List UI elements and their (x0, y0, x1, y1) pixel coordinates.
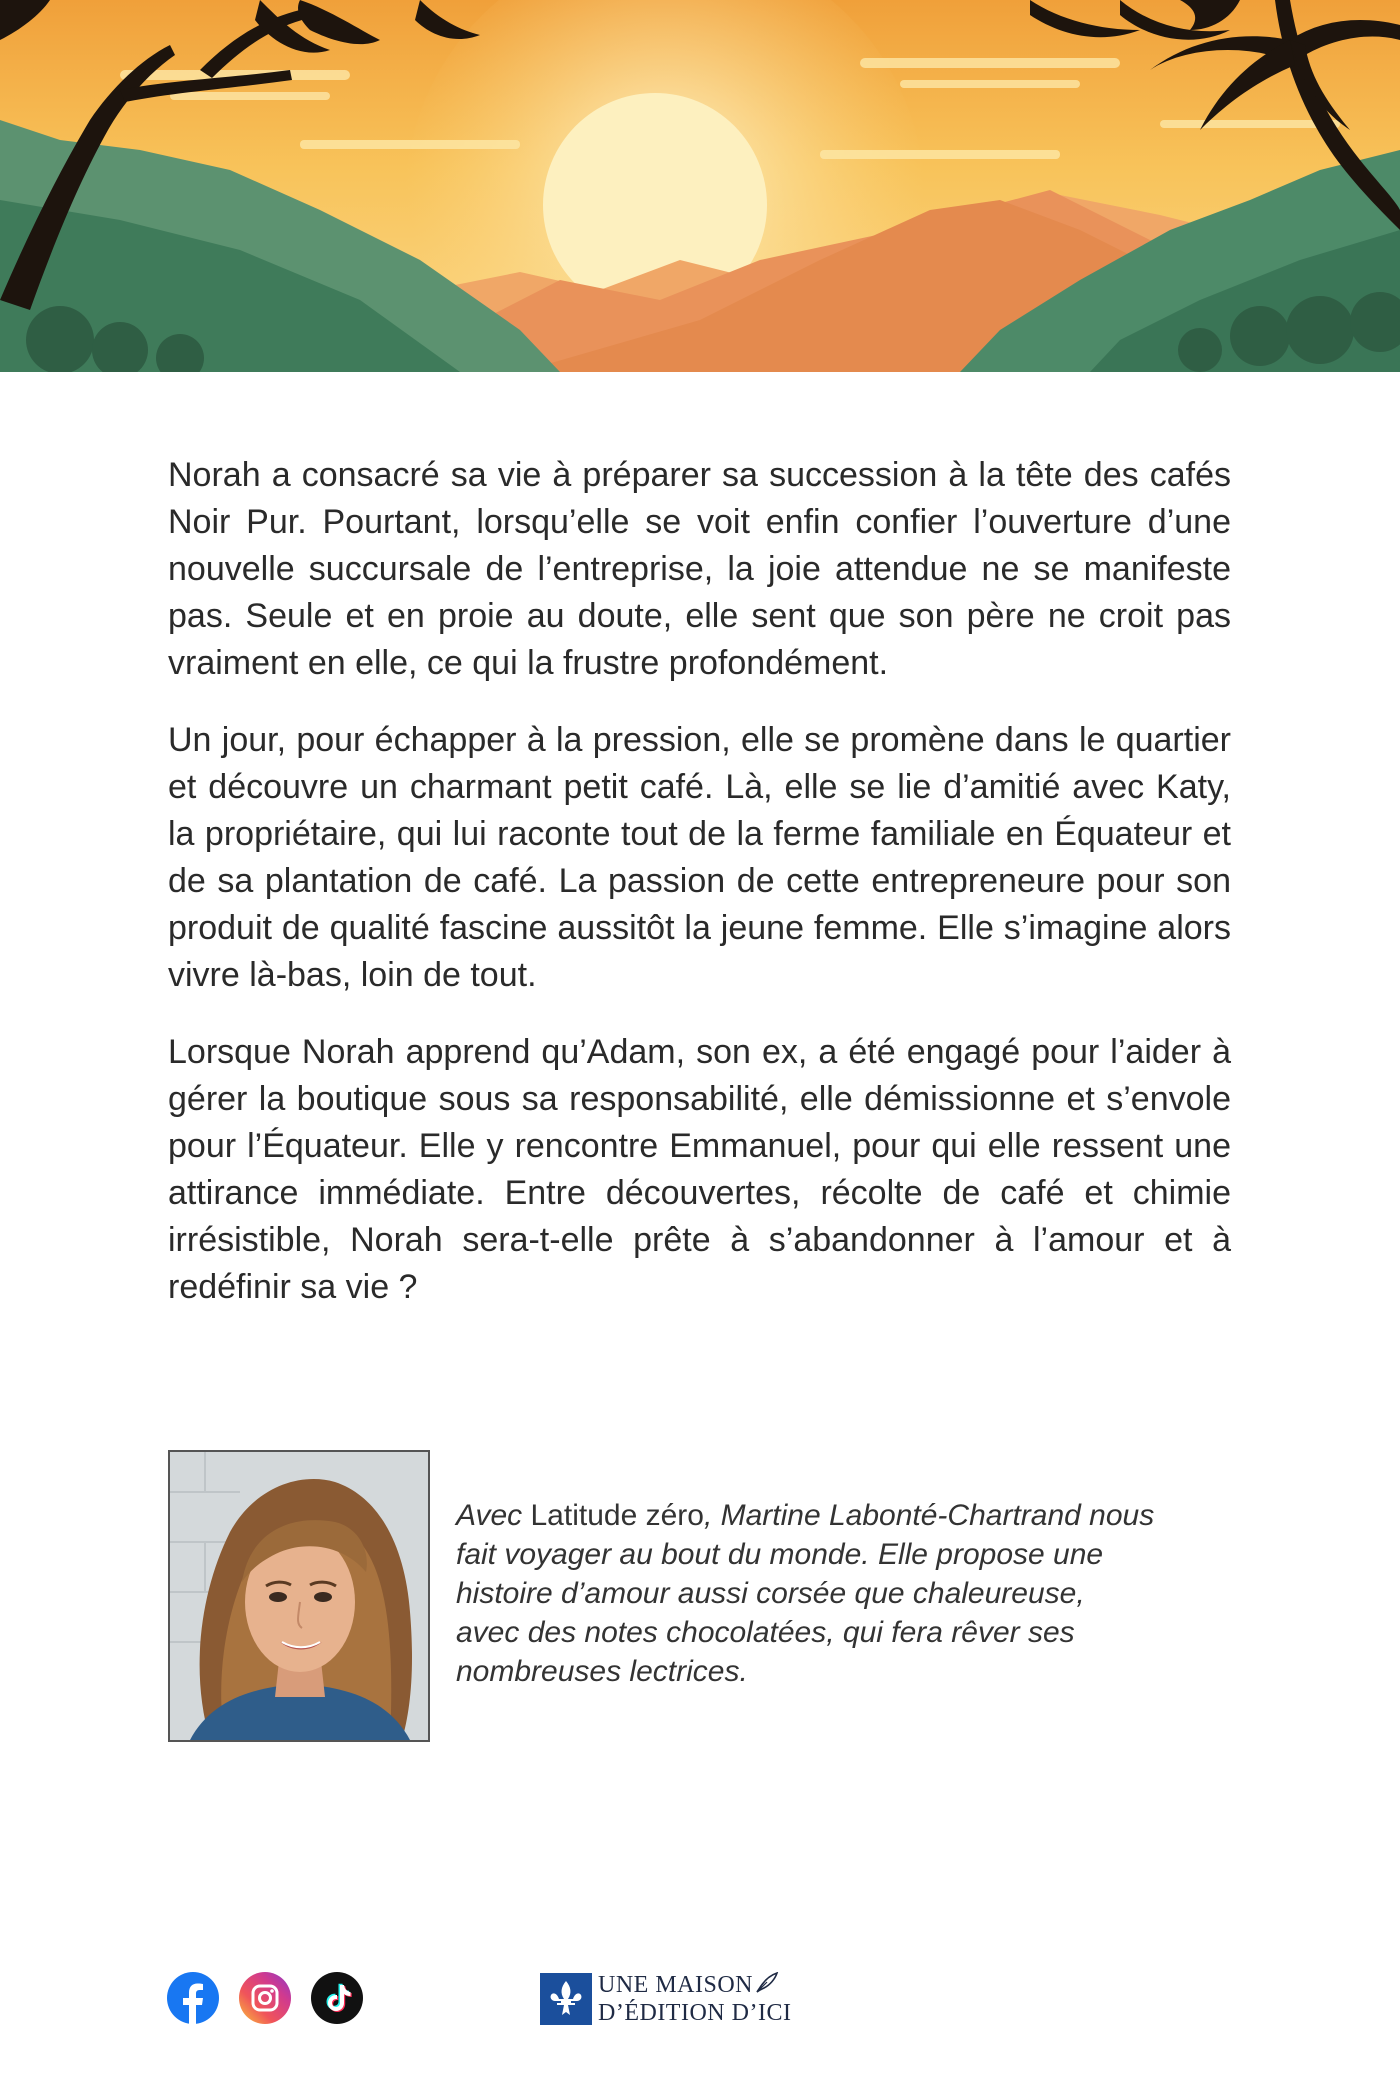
description-paragraph-1: Norah a consacré sa vie à préparer sa succession à la tête des cafés Noir Pur. Pourtant, lorsqu’elle se voit enfin confier l’ouverture d’une nouvelle succursale de l’entreprise, la joie attendue ne se manifeste pas. Seule et en proie au doute, elle sent que son père ne croit pas vraiment en elle, ce qui la frustre profondément. (168, 456, 1231, 682)
quill-icon (755, 1972, 779, 2000)
tiktok-icon (311, 1972, 363, 2024)
instagram-icon (239, 1972, 291, 2024)
book-description (168, 452, 1231, 1341)
facebook-icon (167, 1972, 219, 2024)
publisher-logo (540, 1970, 791, 2028)
publisher-line-2: D’ÉDITION D’ICI (598, 2000, 792, 2027)
book-title: Latitude zéro (530, 1499, 704, 1532)
author-bio-text: , Martine Labonté-Chartrand nous fait voyager au bout du monde. Elle propose une histoire d’amour aussi corsée que chaleureuse, avec des notes chocolatées, qui fera rêver ses nombreuses lectrices. (456, 1499, 1155, 1688)
instagram-link[interactable] (239, 1972, 291, 2024)
sunset-landscape-image (0, 0, 1400, 372)
publisher-name (598, 1972, 791, 2026)
description-paragraph-2: Un jour, pour échapper à la pression, elle se promène dans le quartier et découvre un charmant petit café. Là, elle se lie d’amitié avec Katy, la propriétaire, qui lui raconte tout de la ferme familiale en Équateur et de sa plantation de café. La passion de cette entrepreneure pour son produit de qualité fascine aussitôt la jeune femme. Elle s’imagine alors vivre là-bas, loin de tout. (168, 721, 1231, 994)
publisher-line-1: UNE MAISON (598, 1971, 753, 1998)
author-portrait-image (170, 1452, 428, 1740)
description-paragraph-3: Lorsque Norah apprend qu’Adam, son ex, a été engagé pour l’aider à gérer la boutique sous sa responsabilité, elle démissionne et s’envole pour l’Équateur. Elle y rencontre Emmanuel, pour qui elle ressent une attirance immédiate. Entre découvertes, récolte de café et chimie irrésistible, Norah sera-t-elle prête à s’abandonner à l’amour et à redéfinir sa vie ? (168, 1033, 1231, 1306)
sunset-illustration (0, 0, 1400, 372)
author-photo (168, 1450, 430, 1742)
author-bio-intro: Avec (456, 1499, 531, 1532)
tiktok-link[interactable] (311, 1972, 363, 2024)
facebook-link[interactable] (167, 1972, 219, 2024)
fleur-de-lis-icon (540, 1973, 592, 2025)
author-bio (456, 1496, 1156, 1691)
